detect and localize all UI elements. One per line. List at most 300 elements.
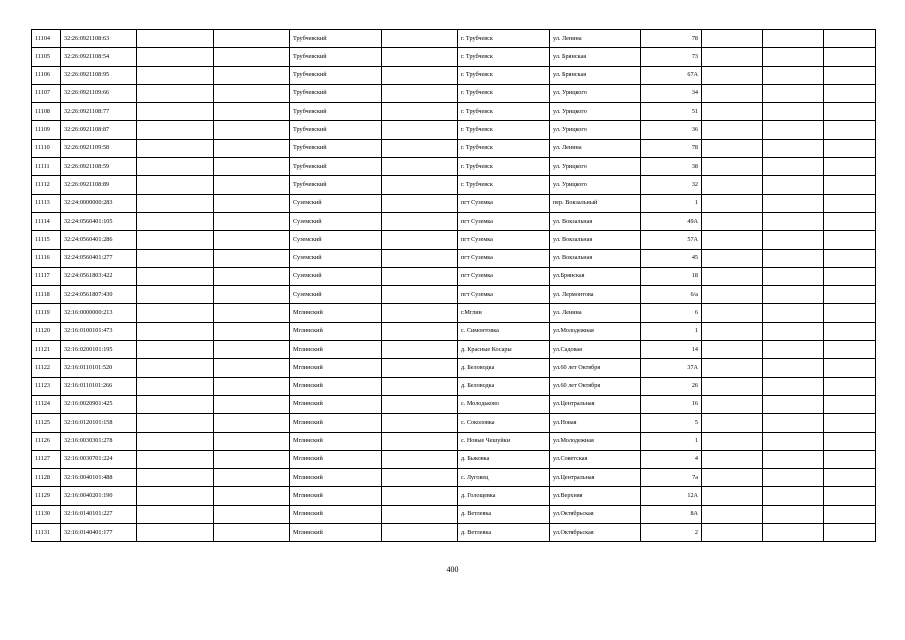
empty-cell [382, 66, 458, 84]
district-cell: Суземский [290, 267, 382, 285]
empty-cell [824, 469, 876, 487]
empty-cell [137, 469, 214, 487]
empty-cell [382, 139, 458, 157]
street-cell: пер. Вокзальный [550, 194, 641, 212]
empty-cell [824, 322, 876, 340]
locality-cell: с. Симонтовка [458, 322, 550, 340]
district-cell: Суземский [290, 231, 382, 249]
empty-cell [137, 48, 214, 66]
empty-cell [137, 66, 214, 84]
street-cell: ул.Садовая [550, 341, 641, 359]
table-row [32, 249, 876, 267]
street-cell: ул.Брянская [550, 267, 641, 285]
empty-cell [382, 505, 458, 523]
empty-cell [702, 84, 763, 102]
empty-cell [382, 487, 458, 505]
locality-cell: д. Беловодка [458, 359, 550, 377]
empty-cell [702, 359, 763, 377]
empty-cell [137, 194, 214, 212]
house-number-cell: 16 [641, 395, 702, 413]
table-row [32, 212, 876, 230]
empty-cell [824, 524, 876, 542]
row-number-cell: 11116 [32, 249, 61, 267]
empty-cell [702, 341, 763, 359]
empty-cell [824, 304, 876, 322]
empty-cell [824, 66, 876, 84]
house-number-cell: 73 [641, 48, 702, 66]
street-cell: ул. Брянская [550, 66, 641, 84]
district-cell: Трубчевский [290, 103, 382, 121]
empty-cell [763, 487, 824, 505]
locality-cell: д. Красные Косары [458, 341, 550, 359]
empty-cell [214, 267, 290, 285]
empty-cell [702, 450, 763, 468]
street-cell: ул. Вокзальная [550, 212, 641, 230]
empty-cell [763, 341, 824, 359]
empty-cell [763, 84, 824, 102]
locality-cell: с. Луговец [458, 469, 550, 487]
empty-cell [382, 359, 458, 377]
empty-cell [137, 450, 214, 468]
empty-cell [824, 84, 876, 102]
locality-cell: с. Молодьково [458, 395, 550, 413]
empty-cell [137, 414, 214, 432]
table-row [32, 395, 876, 413]
empty-cell [137, 487, 214, 505]
locality-cell: пгт Суземка [458, 267, 550, 285]
empty-cell [382, 158, 458, 176]
cadastral-number-cell: 32:24:0000000:283 [61, 194, 137, 212]
cadastral-number-cell: 32:24:0560401:277 [61, 249, 137, 267]
district-cell: Мглинский [290, 524, 382, 542]
locality-cell: г.Мглин [458, 304, 550, 322]
empty-cell [382, 249, 458, 267]
row-number-cell: 11122 [32, 359, 61, 377]
house-number-cell: 36 [641, 121, 702, 139]
empty-cell [214, 158, 290, 176]
street-cell: ул. Ленина [550, 139, 641, 157]
row-number-cell: 11119 [32, 304, 61, 322]
locality-cell: г. Трубчевск [458, 158, 550, 176]
row-number-cell: 11104 [32, 30, 61, 48]
street-cell: ул. Ленина [550, 30, 641, 48]
street-cell: ул.60 лет Октября [550, 359, 641, 377]
table-row [32, 377, 876, 395]
house-number-cell: 78 [641, 139, 702, 157]
row-number-cell: 11113 [32, 194, 61, 212]
street-cell: ул. Брянская [550, 48, 641, 66]
house-number-cell: 6 [641, 304, 702, 322]
empty-cell [824, 158, 876, 176]
empty-cell [137, 231, 214, 249]
empty-cell [214, 121, 290, 139]
district-cell: Суземский [290, 212, 382, 230]
street-cell: ул. Вокзальная [550, 249, 641, 267]
empty-cell [137, 286, 214, 304]
street-cell: ул.Верхняя [550, 487, 641, 505]
empty-cell [702, 249, 763, 267]
locality-cell: с. Соколовка [458, 414, 550, 432]
cadastral-number-cell: 32:16:0030301:278 [61, 432, 137, 450]
empty-cell [214, 432, 290, 450]
table-row [32, 524, 876, 542]
empty-cell [824, 249, 876, 267]
empty-cell [214, 359, 290, 377]
street-cell: ул.60 лет Октября [550, 377, 641, 395]
house-number-cell: 49А [641, 212, 702, 230]
table-row [32, 30, 876, 48]
row-number-cell: 11115 [32, 231, 61, 249]
empty-cell [824, 267, 876, 285]
empty-cell [702, 30, 763, 48]
house-number-cell: 8А [641, 505, 702, 523]
cadastral-number-cell: 32:26:0921109:66 [61, 84, 137, 102]
district-cell: Мглинский [290, 432, 382, 450]
cadastral-number-cell: 32:16:0110101:520 [61, 359, 137, 377]
empty-cell [763, 395, 824, 413]
empty-cell [824, 212, 876, 230]
table-row [32, 103, 876, 121]
empty-cell [214, 377, 290, 395]
house-number-cell: 57А [641, 231, 702, 249]
row-number-cell: 11114 [32, 212, 61, 230]
district-cell: Суземский [290, 249, 382, 267]
street-cell: ул. Лермонтова [550, 286, 641, 304]
empty-cell [137, 121, 214, 139]
empty-cell [382, 377, 458, 395]
row-number-cell: 11110 [32, 139, 61, 157]
empty-cell [824, 194, 876, 212]
locality-cell: д. Ветлевка [458, 505, 550, 523]
empty-cell [702, 48, 763, 66]
empty-cell [214, 414, 290, 432]
row-number-cell: 11120 [32, 322, 61, 340]
district-cell: Мглинский [290, 450, 382, 468]
empty-cell [382, 469, 458, 487]
table-row [32, 121, 876, 139]
district-cell: Мглинский [290, 395, 382, 413]
district-cell: Мглинский [290, 414, 382, 432]
empty-cell [382, 322, 458, 340]
cadastral-number-cell: 32:26:0921108:87 [61, 121, 137, 139]
locality-cell: г. Трубчевск [458, 139, 550, 157]
district-cell: Суземский [290, 194, 382, 212]
empty-cell [382, 212, 458, 230]
locality-cell: пгт Суземка [458, 212, 550, 230]
locality-cell: пгт Суземка [458, 231, 550, 249]
empty-cell [214, 524, 290, 542]
row-number-cell: 11108 [32, 103, 61, 121]
empty-cell [382, 30, 458, 48]
empty-cell [214, 139, 290, 157]
empty-cell [382, 304, 458, 322]
empty-cell [763, 286, 824, 304]
empty-cell [824, 103, 876, 121]
empty-cell [214, 304, 290, 322]
locality-cell: г. Трубчевск [458, 48, 550, 66]
empty-cell [763, 432, 824, 450]
empty-cell [702, 231, 763, 249]
empty-cell [702, 158, 763, 176]
empty-cell [824, 139, 876, 157]
empty-cell [763, 524, 824, 542]
empty-cell [702, 414, 763, 432]
district-cell: Трубчевский [290, 158, 382, 176]
cadastral-number-cell: 32:16:0100101:473 [61, 322, 137, 340]
empty-cell [824, 505, 876, 523]
house-number-cell: 12А [641, 487, 702, 505]
table-row [32, 66, 876, 84]
empty-cell [824, 414, 876, 432]
street-cell: ул. Урицкого [550, 84, 641, 102]
house-number-cell: 14 [641, 341, 702, 359]
empty-cell [763, 231, 824, 249]
house-number-cell: 37А [641, 359, 702, 377]
empty-cell [763, 158, 824, 176]
empty-cell [382, 524, 458, 542]
empty-cell [214, 176, 290, 194]
empty-cell [214, 249, 290, 267]
empty-cell [214, 231, 290, 249]
empty-cell [702, 524, 763, 542]
street-cell: ул. Урицкого [550, 158, 641, 176]
table-row [32, 359, 876, 377]
locality-cell: д. Ветлевка [458, 524, 550, 542]
empty-cell [824, 450, 876, 468]
street-cell: ул. Урицкого [550, 103, 641, 121]
row-number-cell: 11105 [32, 48, 61, 66]
district-cell: Трубчевский [290, 176, 382, 194]
house-number-cell: 1 [641, 194, 702, 212]
empty-cell [763, 249, 824, 267]
house-number-cell: 32 [641, 176, 702, 194]
empty-cell [382, 450, 458, 468]
empty-cell [382, 341, 458, 359]
house-number-cell: 7а [641, 469, 702, 487]
empty-cell [702, 395, 763, 413]
table-row [32, 469, 876, 487]
empty-cell [824, 176, 876, 194]
table-row [32, 450, 876, 468]
empty-cell [702, 121, 763, 139]
street-cell: ул.Октябрьская [550, 505, 641, 523]
empty-cell [382, 231, 458, 249]
empty-cell [137, 139, 214, 157]
empty-cell [137, 249, 214, 267]
district-cell: Мглинский [290, 487, 382, 505]
row-number-cell: 11117 [32, 267, 61, 285]
district-cell: Мглинский [290, 341, 382, 359]
empty-cell [702, 505, 763, 523]
empty-cell [702, 286, 763, 304]
empty-cell [824, 377, 876, 395]
locality-cell: г. Трубчевск [458, 176, 550, 194]
cadastral-number-cell: 32:26:0921108:77 [61, 103, 137, 121]
empty-cell [214, 30, 290, 48]
locality-cell: д. Беловодка [458, 377, 550, 395]
empty-cell [702, 469, 763, 487]
empty-cell [763, 414, 824, 432]
empty-cell [763, 359, 824, 377]
house-number-cell: 78 [641, 30, 702, 48]
house-number-cell: 26 [641, 377, 702, 395]
table-row [32, 176, 876, 194]
empty-cell [382, 176, 458, 194]
row-number-cell: 11118 [32, 286, 61, 304]
locality-cell: пгт Суземка [458, 249, 550, 267]
locality-cell: г. Трубчевск [458, 103, 550, 121]
table-row [32, 341, 876, 359]
district-cell: Трубчевский [290, 121, 382, 139]
table-row [32, 505, 876, 523]
house-number-cell: 38 [641, 158, 702, 176]
empty-cell [137, 341, 214, 359]
house-number-cell: 4 [641, 450, 702, 468]
empty-cell [702, 267, 763, 285]
row-number-cell: 11121 [32, 341, 61, 359]
district-cell: Мглинский [290, 377, 382, 395]
empty-cell [763, 304, 824, 322]
cadastral-number-cell: 32:16:0120101:158 [61, 414, 137, 432]
locality-cell: пгт Суземка [458, 286, 550, 304]
empty-cell [214, 395, 290, 413]
street-cell: ул. Урицкого [550, 121, 641, 139]
row-number-cell: 11112 [32, 176, 61, 194]
street-cell: ул.Молодежная [550, 432, 641, 450]
empty-cell [137, 267, 214, 285]
locality-cell: д. Быковка [458, 450, 550, 468]
table-row [32, 84, 876, 102]
table-row [32, 304, 876, 322]
empty-cell [763, 66, 824, 84]
empty-cell [214, 469, 290, 487]
house-number-cell: 67А [641, 66, 702, 84]
empty-cell [137, 377, 214, 395]
district-cell: Суземский [290, 286, 382, 304]
empty-cell [137, 432, 214, 450]
registry-table-body [32, 30, 876, 542]
district-cell: Трубчевский [290, 139, 382, 157]
empty-cell [763, 377, 824, 395]
cadastral-number-cell: 32:16:0000000:213 [61, 304, 137, 322]
empty-cell [702, 66, 763, 84]
empty-cell [137, 304, 214, 322]
district-cell: Трубчевский [290, 30, 382, 48]
table-row [32, 158, 876, 176]
empty-cell [824, 48, 876, 66]
row-number-cell: 11130 [32, 505, 61, 523]
district-cell: Трубчевский [290, 48, 382, 66]
empty-cell [137, 158, 214, 176]
street-cell: ул. Урицкого [550, 176, 641, 194]
locality-cell: г. Трубчевск [458, 121, 550, 139]
empty-cell [137, 524, 214, 542]
empty-cell [763, 469, 824, 487]
row-number-cell: 11111 [32, 158, 61, 176]
cadastral-number-cell: 32:16:0200101:195 [61, 341, 137, 359]
row-number-cell: 11131 [32, 524, 61, 542]
empty-cell [382, 48, 458, 66]
table-row [32, 139, 876, 157]
empty-cell [382, 414, 458, 432]
district-cell: Мглинский [290, 505, 382, 523]
row-number-cell: 11124 [32, 395, 61, 413]
empty-cell [214, 66, 290, 84]
empty-cell [214, 505, 290, 523]
empty-cell [382, 432, 458, 450]
table-row [32, 432, 876, 450]
empty-cell [137, 103, 214, 121]
empty-cell [214, 286, 290, 304]
empty-cell [824, 121, 876, 139]
cadastral-number-cell: 32:26:0921108:95 [61, 66, 137, 84]
row-number-cell: 11125 [32, 414, 61, 432]
cadastral-number-cell: 32:16:0020901:425 [61, 395, 137, 413]
empty-cell [214, 322, 290, 340]
empty-cell [763, 322, 824, 340]
cadastral-number-cell: 32:24:0560401:105 [61, 212, 137, 230]
empty-cell [137, 84, 214, 102]
empty-cell [763, 103, 824, 121]
empty-cell [763, 121, 824, 139]
empty-cell [763, 194, 824, 212]
row-number-cell: 11129 [32, 487, 61, 505]
house-number-cell: 1 [641, 432, 702, 450]
empty-cell [214, 84, 290, 102]
row-number-cell: 11126 [32, 432, 61, 450]
locality-cell: г. Трубчевск [458, 84, 550, 102]
row-number-cell: 11127 [32, 450, 61, 468]
row-number-cell: 11109 [32, 121, 61, 139]
empty-cell [702, 304, 763, 322]
empty-cell [824, 395, 876, 413]
empty-cell [382, 103, 458, 121]
empty-cell [702, 212, 763, 230]
row-number-cell: 11106 [32, 66, 61, 84]
empty-cell [824, 359, 876, 377]
empty-cell [702, 194, 763, 212]
row-number-cell: 11107 [32, 84, 61, 102]
street-cell: ул.Молодежная [550, 322, 641, 340]
empty-cell [137, 322, 214, 340]
empty-cell [824, 286, 876, 304]
empty-cell [382, 395, 458, 413]
house-number-cell: 2 [641, 524, 702, 542]
street-cell: ул.Советская [550, 450, 641, 468]
empty-cell [702, 377, 763, 395]
house-number-cell: 5 [641, 414, 702, 432]
cadastral-number-cell: 32:26:0921108:59 [61, 158, 137, 176]
empty-cell [382, 84, 458, 102]
empty-cell [137, 30, 214, 48]
empty-cell [763, 176, 824, 194]
empty-cell [214, 48, 290, 66]
empty-cell [702, 176, 763, 194]
cadastral-number-cell: 32:16:0040201:190 [61, 487, 137, 505]
empty-cell [763, 212, 824, 230]
cadastral-number-cell: 32:24:0561807:430 [61, 286, 137, 304]
table-row [32, 267, 876, 285]
cadastral-number-cell: 32:24:0560401:286 [61, 231, 137, 249]
empty-cell [137, 359, 214, 377]
table-row [32, 286, 876, 304]
cadastral-number-cell: 32:26:0921108:54 [61, 48, 137, 66]
empty-cell [214, 487, 290, 505]
cadastral-number-cell: 32:26:0921108:63 [61, 30, 137, 48]
empty-cell [214, 450, 290, 468]
cadastral-number-cell: 32:16:0110101:266 [61, 377, 137, 395]
cadastral-number-cell: 32:24:0561803:422 [61, 267, 137, 285]
